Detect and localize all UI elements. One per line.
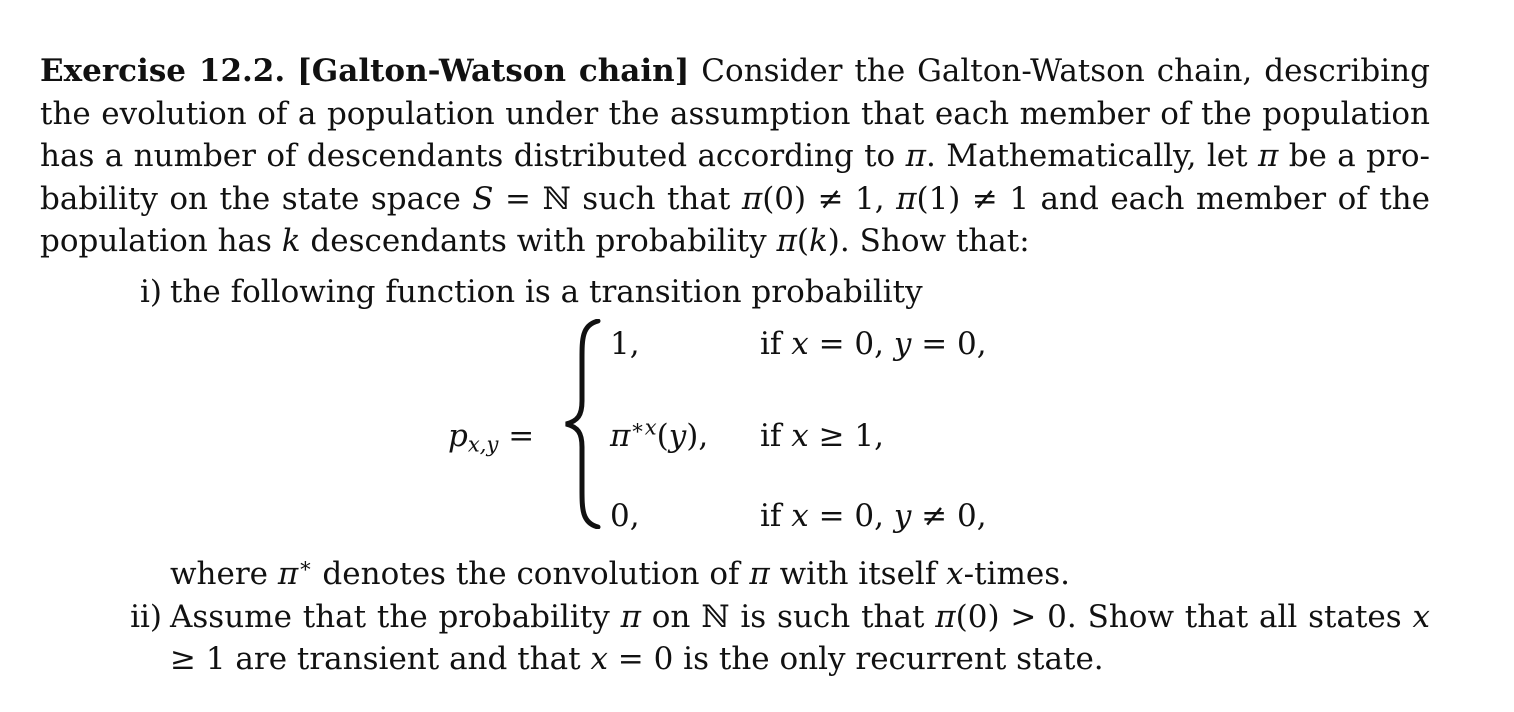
item-label: ii) <box>130 598 162 635</box>
math-k: k <box>809 223 828 259</box>
math-paren-close: ) <box>827 223 840 259</box>
case-3-value: 0, <box>610 498 640 534</box>
statement-text-5: and each member of the population has <box>40 180 1430 259</box>
case-1-condition: if x = 0, y = 0, <box>760 326 987 362</box>
math-pi: π <box>896 180 917 217</box>
case-2-condition: if x ≥ 1, <box>760 418 884 454</box>
item-text: the following function is a transition probability <box>170 273 923 310</box>
list-item-i <box>40 271 1430 314</box>
math-state-space: S <box>472 180 494 217</box>
equation-lhs: $p_{x,y}$ = <box>448 418 535 457</box>
statement-text-2: . Mathematically, let <box>926 138 1258 174</box>
statement-text-3: be a pro-bability on the state space <box>40 138 1430 217</box>
statement-text-7: . Show that: <box>839 223 1030 259</box>
math-pi: π <box>776 223 797 259</box>
math-naturals: ℕ <box>542 180 571 217</box>
statement-text-1: Consider the Galton-Watson chain, describing the evolution of a population under the assumption that each member of the population has a number of descendants distributed according to <box>40 53 1430 174</box>
list-item-ii <box>40 596 1430 681</box>
transition-probability-equation <box>40 319 1430 557</box>
exercise-document <box>40 50 1430 681</box>
left-brace-icon <box>558 319 606 529</box>
math-pi: π <box>741 180 763 217</box>
math-condition-0: (0) ≠ 1, <box>762 180 897 217</box>
statement-text-6: descendants with probability <box>300 223 777 259</box>
math-paren-open: ( <box>796 223 809 259</box>
exercise-number: Exercise 12.2. <box>40 53 286 89</box>
item-text: Assume that the probability π on ℕ is such that π(0) > 0. Show that all states x ≥ 1 are transient and that x = 0 is the only recurrent state. <box>170 598 1431 677</box>
convolution-note: where π∗ denotes the convolution of π with itself x-times. <box>170 552 1071 592</box>
math-condition-1: (1) ≠ 1 <box>916 180 1030 217</box>
math-equals: = <box>493 180 543 217</box>
math-pi: π <box>1257 138 1279 174</box>
item-label: i) <box>139 273 162 310</box>
case-3-condition: if x = 0, y ≠ 0, <box>760 498 987 534</box>
statement-text-4: such that <box>570 180 742 217</box>
case-2-value: $\pi^{∗x}(y)$, <box>610 414 709 454</box>
math-pi: π <box>905 138 926 174</box>
exercise-statement <box>40 50 1430 263</box>
math-k: k <box>281 223 301 259</box>
case-1-value: 1, <box>610 326 640 362</box>
exercise-title: [Galton-Watson chain] <box>297 53 690 89</box>
